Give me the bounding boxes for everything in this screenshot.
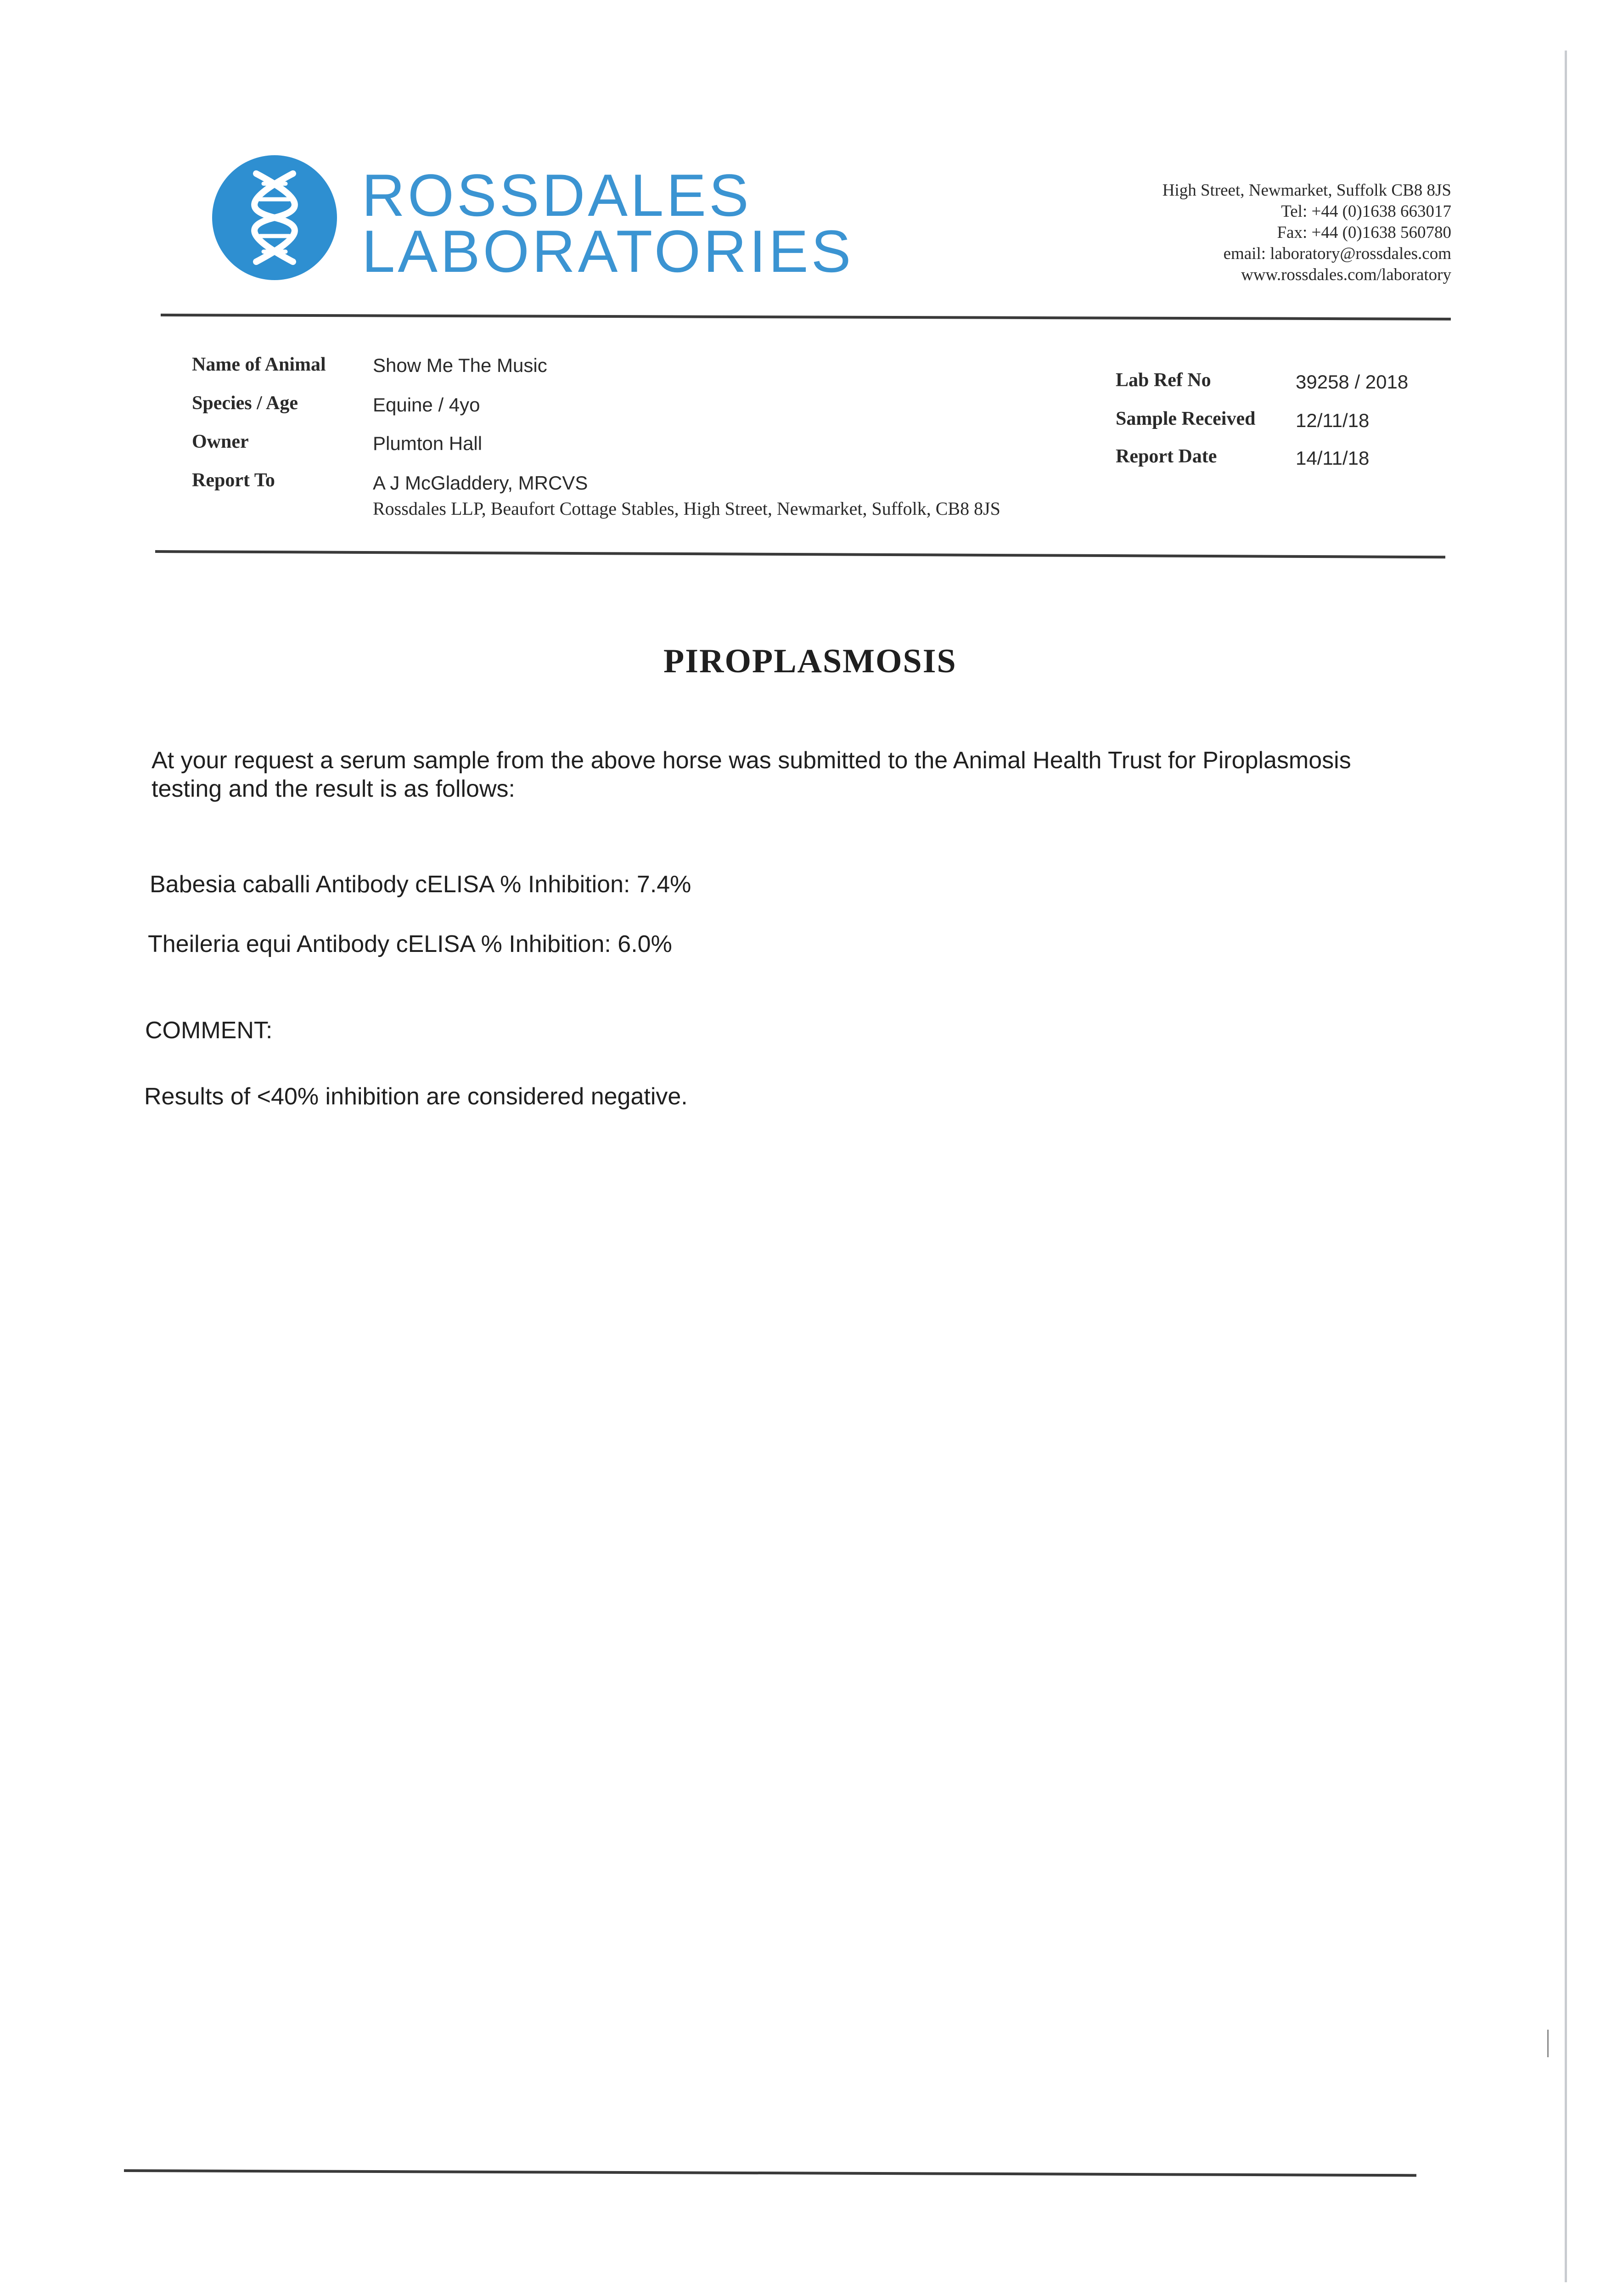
- contact-block: [1162, 180, 1451, 286]
- email: email: laboratory@rossdales.com: [1223, 244, 1451, 263]
- brand-name-line2: LABORATORIES: [362, 218, 854, 285]
- theileria-result: Theileria equi Antibody cELISA % Inhibition: 6.0%: [148, 931, 672, 957]
- lab-ref-label: Lab Ref No: [1116, 370, 1211, 391]
- sample-received-label: Sample Received: [1116, 408, 1256, 429]
- species-age-value: Equine / 4yo: [373, 394, 480, 416]
- lab-ref-value: 39258 / 2018: [1296, 371, 1409, 393]
- header-divider: [161, 314, 1451, 321]
- fax: Fax: +44 (0)1638 560780: [1277, 223, 1451, 242]
- details-divider: [155, 550, 1445, 558]
- brand-name-line1: ROSSDALES: [362, 162, 752, 229]
- babesia-result: Babesia caballi Antibody cELISA % Inhibition: 7.4%: [150, 871, 691, 898]
- name-of-animal-value: Show Me The Music: [373, 355, 547, 376]
- owner-label: Owner: [192, 431, 249, 452]
- website: www.rossdales.com/laboratory: [1241, 265, 1451, 284]
- intro-line-1: At your request a serum sample from the above horse was submitted to the Animal Health Trust for Piroplasmosis: [152, 747, 1351, 774]
- report-to-label: Report To: [192, 470, 275, 491]
- telephone: Tel: +44 (0)1638 663017: [1281, 202, 1451, 221]
- report-to-value: A J McGladdery, MRCVS: [373, 472, 588, 494]
- scan-mark: [1547, 2030, 1549, 2057]
- dna-logo-icon: [212, 155, 337, 280]
- report-to-address: Rossdales LLP, Beaufort Cottage Stables, High Street, Newmarket, Suffolk, CB8 8JS: [373, 498, 1000, 519]
- intro-line-2: testing and the result is as follows:: [152, 776, 515, 802]
- address-line: High Street, Newmarket, Suffolk CB8 8JS: [1162, 181, 1451, 200]
- sample-received-value: 12/11/18: [1296, 410, 1370, 431]
- report-date-value: 14/11/18: [1296, 447, 1370, 469]
- owner-value: Plumton Hall: [373, 433, 483, 454]
- report-date-label: Report Date: [1116, 446, 1217, 467]
- comment-text: Results of <40% inhibition are considered negative.: [144, 1083, 688, 1110]
- name-of-animal-label: Name of Animal: [192, 354, 326, 375]
- footer-divider: [124, 2169, 1416, 2177]
- species-age-label: Species / Age: [192, 393, 298, 414]
- report-title: PIROPLASMOSIS: [663, 642, 957, 680]
- comment-label: COMMENT:: [145, 1017, 273, 1044]
- scan-edge: [1565, 51, 1567, 2282]
